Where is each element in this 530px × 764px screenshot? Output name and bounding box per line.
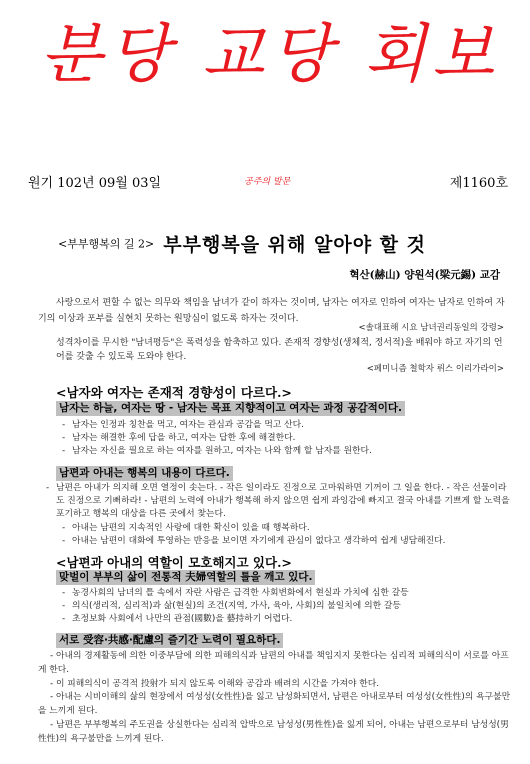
list-item: - 남자는 해결한 후에 답을 하고, 여자는 답한 후에 해결한다. — [60, 432, 506, 445]
list-item: - 초정보화 사회에서 나만의 관점(國數)을 藝持하기 어렵다. — [60, 613, 506, 626]
article-title: 부부행복을 위해 알아야 할 것 — [163, 234, 426, 256]
newsletter-masthead: 분당 교당 회보 — [40, 18, 500, 92]
intro-paragraph-2: 성격차이를 무시한 "남녀평등"은 폭력성을 함축하고 있다. 존재적 경향성(생체적, 정서적)을 배워야 하고 자기의 언어를 갖출 수 있도록 도와야 한다. — [56, 338, 503, 362]
section-subheading: 서로 受容·共感·配慮의 즐기간 노력이 필요하다. — [56, 633, 283, 648]
list-item: - 농경사회의 남녀의 틀 속에서 자란 사람은 급격한 사회변화에서 현실과 가치에 심한 갈등 — [60, 587, 506, 600]
list-item: - 아내는 남편의 지속적인 사랑에 대한 확신이 있을 때 행복하다. — [60, 522, 510, 535]
section-subheading: 남편과 아내는 행복의 내용이 다르다. — [56, 466, 233, 481]
article-title-row — [58, 230, 488, 258]
body-paragraph: - 남편은 부부행복의 주도권을 상실한다는 심리적 압박으로 남성성(男性性)을 잃게 되어, 아내는 남편으로부터 남성성(男性性)의 욕구불만을 느끼게 된다. — [38, 719, 509, 744]
list-item: - 남편은 아내가 의지해 오면 열정이 솟는다. - 작은 일이라도 진정으로 고마워하면 기꺼이 그 일을 한다. - 작은 선물이라도 진정으로 기뻐하라! - 남편의 노력에 아내가 행복해 하지 않으면 쉽게 과잉감에 빠지고 결국 아내를 기쁘게 할 노력을 포기하고 행복의 대상을 다른 곳에서 찾는다. — [44, 482, 510, 522]
intro-citation: <솔대표해 시요 남녀권리동일의 강령> — [358, 323, 504, 333]
section-heading: <남편과 아내의 역할이 모호해지고 있다.> — [56, 555, 292, 570]
bullet-list — [60, 419, 506, 459]
issue-number: 제1160호 — [449, 176, 508, 191]
list-item: - 의식(생리적, 심리적)과 삶(현실)의 조건(지역, 가사, 육아, 사회)의 불일치에 의한 갈등 — [60, 600, 506, 613]
section-heading: <남자와 여자는 존재적 경향성이 다르다.> — [56, 385, 292, 400]
body-paragraph: - 아내의 경제활동에 의한 이중부담에 의한 피해의식과 남편의 아내를 책임지지 못한다는 심리적 피해의식이 서로를 아프게 한다. — [38, 651, 509, 675]
issue-date: 원기 102년 09월 03일 — [28, 176, 162, 191]
article-author: 혁산(赫山) 양원석(梁元錫) 교감 — [349, 269, 500, 281]
list-item: - 남자는 인정과 칭찬을 먹고, 여자는 관심과 공감을 먹고 산다. — [60, 419, 506, 432]
series-label: <부부행복의 길 2> — [58, 237, 155, 251]
list-item: - 아내는 남편이 대화에 투영하는 반응을 보이면 자기에게 관심이 없다고 생각하여 쉽게 냉담해진다. — [60, 535, 510, 548]
bullet-list — [60, 587, 506, 627]
section-subheading: 맞벌이 부부의 삶이 전통적 夫婦역할의 틀을 깨고 있다. — [56, 570, 315, 585]
intro-citation-2: <페미니즘 철학자 뤼스 이리가라이> — [366, 364, 504, 374]
section-body — [38, 650, 512, 747]
intro-paragraph: 사랑으로서 편할 수 없는 의무와 책임을 남녀가 같이 하자는 것이며, 남자는 여자로 인하여 여자는 남자로 인하여 자기의 이상과 포부를 실현치 못하는 원망심이 없도록 하자는 것이다. — [38, 298, 505, 324]
issue-motto: 공주의 발문 — [244, 177, 291, 187]
bullet-list — [44, 482, 510, 548]
body-paragraph: - 이 피해의식이 공격적 投射가 되지 않도록 이해와 공감과 배려의 시간을 가져야 한다. — [50, 678, 380, 689]
issue-info — [28, 172, 508, 192]
body-paragraph: - 아내는 시비이해의 삶의 현장에서 여성성(女性性)을 잃고 남성화되면서, 남편은 아내로부터 여성성(女性性)의 욕구불만을 느끼게 된다. — [38, 692, 511, 717]
section-subheading: 남자는 하늘, 여자는 땅 - 남자는 목표 지향적이고 여자는 과정 공감적이다. — [56, 401, 405, 416]
list-item: - 남자는 자신을 필요로 하는 여자를 원하고, 여자는 나와 함께 할 남자를 원한다. — [60, 445, 506, 458]
